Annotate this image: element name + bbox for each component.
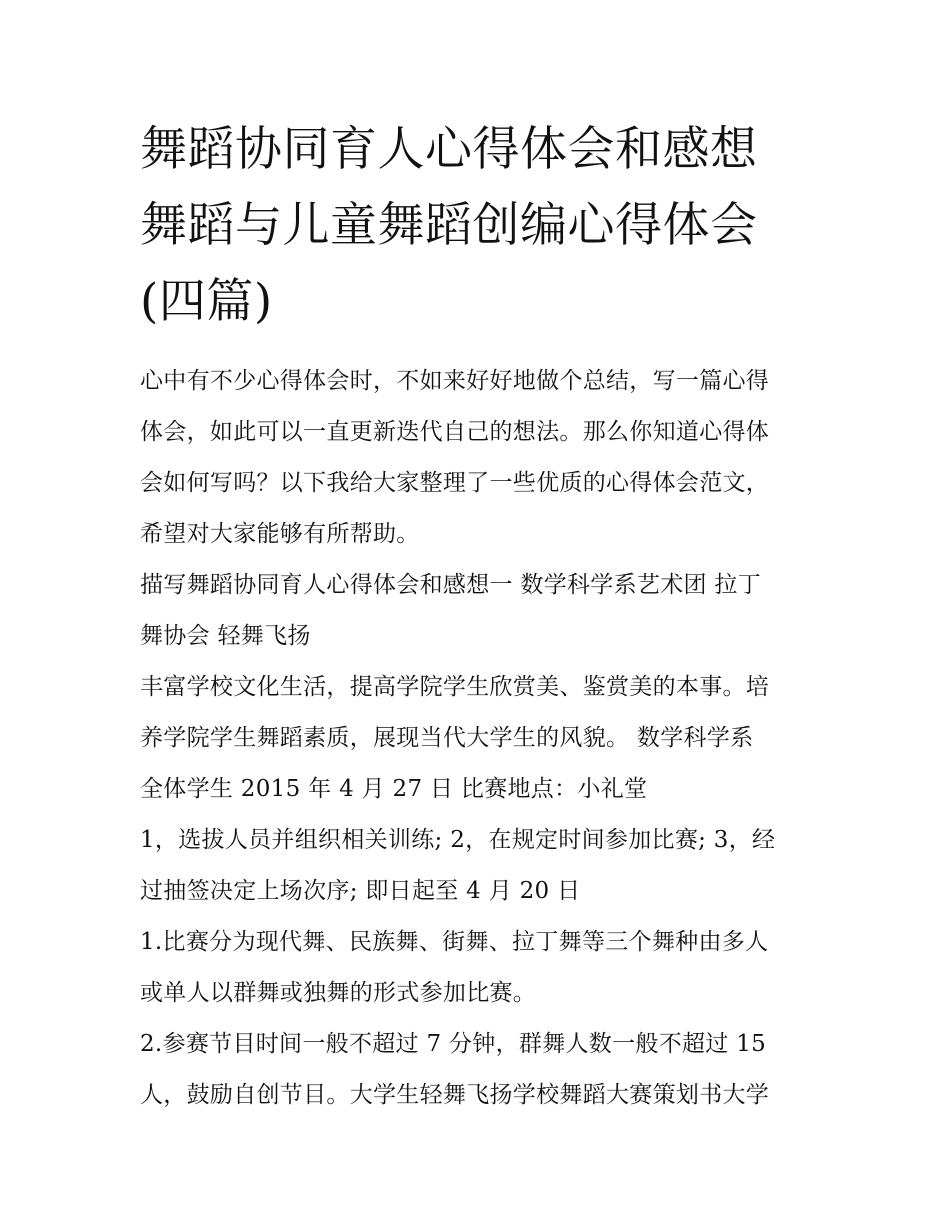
- title-line: 舞蹈协同育人心得体会和感想: [140, 122, 758, 177]
- procedure-paragraph: [140, 815, 820, 917]
- text-line: 人，鼓励自创节目。大学生轻舞飞扬学校舞蹈大赛策划书大学: [140, 1082, 770, 1108]
- title-line: (四篇): [140, 274, 273, 329]
- text-line: 过抽签决定上场次序; 即日起至 4 月 20 日: [140, 878, 581, 904]
- text-line: 丰富学校文化生活，提高学院学生欣赏美、鉴赏美的本事。培: [140, 674, 770, 700]
- rule-paragraph-2: [140, 1019, 820, 1121]
- text-line: 舞协会 轻舞飞扬: [140, 623, 311, 649]
- document-body: [140, 356, 820, 1121]
- text-line: 希望对大家能够有所帮助。: [140, 521, 420, 547]
- text-line: 全体学生 2015 年 4 月 27 日 比赛地点：小礼堂: [140, 776, 648, 802]
- document-page: [140, 112, 820, 1121]
- title-line: 舞蹈与儿童舞蹈创编心得体会: [140, 198, 758, 253]
- section-heading-paragraph: [140, 560, 820, 662]
- text-line: 1.比赛分为现代舞、民族舞、街舞、拉丁舞等三个舞种由多人: [140, 929, 769, 955]
- purpose-paragraph: [140, 662, 820, 815]
- text-line: 心中有不少心得体会时，不如来好好地做个总结，写一篇心得: [140, 368, 770, 394]
- text-line: 1，选拔人员并组织相关训练; 2，在规定时间参加比赛; 3，经: [140, 827, 776, 853]
- text-line: 2.参赛节目时间一般不超过 7 分钟，群舞人数一般不超过 15: [140, 1031, 767, 1057]
- intro-paragraph: [140, 356, 820, 560]
- text-line: 或单人以群舞或独舞的形式参加比赛。: [140, 980, 537, 1006]
- text-line: 体会，如此可以一直更新迭代自己的想法。那么你知道心得体: [140, 419, 770, 445]
- document-title: [140, 112, 820, 340]
- text-line: 会如何写吗？以下我给大家整理了一些优质的心得体会范文，: [140, 470, 770, 496]
- text-line: 养学院学生舞蹈素质，展现当代大学生的风貌。 数学科学系: [140, 725, 754, 751]
- rule-paragraph-1: [140, 917, 820, 1019]
- text-line: 描写舞蹈协同育人心得体会和感想一 数学科学系艺术团 拉丁: [140, 572, 762, 598]
